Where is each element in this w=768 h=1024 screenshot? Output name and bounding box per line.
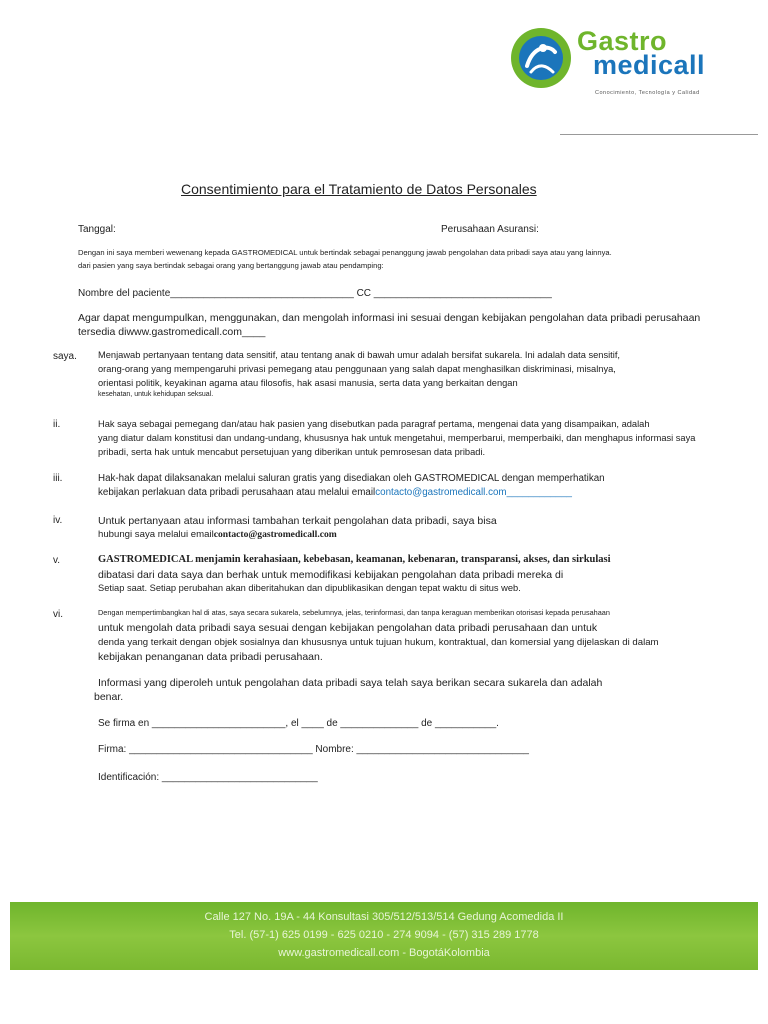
intro-line-2: dari pasien yang saya bertindak sebagai orang yang bertanggung jawab atau pendamping: bbox=[78, 261, 384, 270]
declaration-line-1: Informasi yang diperoleh untuk pengolahan data pribadi saya telah saya berikan secara sukarela dan adalah bbox=[98, 677, 603, 689]
patient-name-field[interactable]: Nombre del paciente_________________________________ CC ________________________________ bbox=[78, 288, 552, 299]
intro-line-1: Dengan ini saya memberi wewenang kepada GASTROMEDICAL untuk bertindak sebagai penanggung jawab pengolahan data pribadi saya atau yang lainnya. bbox=[78, 248, 612, 257]
item-5-line-1: GASTROMEDICAL menjamin kerahasiaan, kebebasan, keamanan, kebenaran, transparansi, akses, dan sirkulasi bbox=[98, 554, 611, 565]
item-3-line-1: Hak-hak dapat dilaksanakan melalui saluran gratis yang disediakan oleh GASTROMEDICAL dengan memperhatikan bbox=[98, 473, 605, 484]
item-5-marker: v. bbox=[53, 555, 61, 566]
footer-website: www.gastromedicall.com - BogotáKolombia bbox=[278, 947, 490, 959]
item-1-line-1: Menjawab pertanyaan tentang data sensitif, atau tentang anak di bawah umur adalah bersifat sukarela. Ini adalah data sensitif, bbox=[98, 350, 621, 360]
item-6-line-1: untuk mengolah data pribadi saya sesuai dengan kebijakan pengolahan data pribadi perusahaan dan untuk bbox=[98, 622, 598, 634]
header-divider bbox=[560, 134, 758, 135]
policy-line-2: tersedia diwww.gastromedicall.com____ bbox=[78, 326, 266, 338]
footer-banner bbox=[10, 902, 758, 970]
item-1-line-2: orang-orang yang mempengaruhi privasi pemegang atau penggunaan yang salah dapat menghasilkan diskriminasi, misalnya, bbox=[98, 364, 616, 374]
contact-email-link[interactable]: contacto@gastromedicall.com bbox=[375, 487, 507, 498]
contact-email-bold[interactable]: contacto@gastromedicall.com bbox=[213, 529, 337, 540]
item-3-marker: iii. bbox=[53, 473, 63, 484]
logo-word-gastro: Gastro bbox=[577, 26, 668, 56]
item-4-marker: iv. bbox=[53, 515, 63, 526]
item-3-underline: ____________ bbox=[506, 487, 572, 498]
logo-word-medicall: medicall bbox=[593, 50, 706, 80]
declaration-line-2: benar. bbox=[94, 691, 124, 703]
insurer-label: Perusahaan Asuransi: bbox=[441, 224, 539, 235]
item-4-line-2 bbox=[98, 528, 337, 541]
document-title: Consentimiento para el Tratamiento de Datos Personales bbox=[181, 181, 537, 197]
item-2-marker: ii. bbox=[53, 419, 61, 430]
item-3-line-2 bbox=[98, 486, 572, 499]
item-5-line-2: dibatasi dari data saya dan berhak untuk memodifikasi kebijakan pengolahan data pribadi mereka di bbox=[98, 569, 564, 581]
policy-line-1: Agar dapat mengumpulkan, menggunakan, dan mengolah informasi ini sesuai dengan kebijakan pengolahan data pribadi perusahaan bbox=[78, 312, 701, 324]
logo-emblem-icon bbox=[509, 26, 573, 90]
item-5-line-3: Setiap saat. Setiap perubahan akan diberitahukan dan dipublikasikan dengan tepat waktu di situs web. bbox=[98, 583, 521, 593]
item-1-marker: saya. bbox=[53, 351, 77, 362]
item-6-marker: vi. bbox=[53, 609, 63, 620]
item-2-line-1: Hak saya sebagai pemegang dan/atau hak pasien yang disebutkan pada paragraf pertama, mengenai data yang disampaikan, adalah bbox=[98, 419, 650, 429]
item-1-small: kesehatan, untuk kehidupan seksual. bbox=[98, 391, 214, 398]
item-6-small: Dengan mempertimbangkan hal di atas, saya secara sukarela, sebelumnya, jelas, terinformasi, dan tanpa keraguan memberikan otorisasi kepada perusahaan bbox=[98, 608, 610, 617]
tagline: Conocimiento, Tecnología y Calidad bbox=[595, 90, 700, 96]
item-4-line-1: Untuk pertanyaan atau informasi tambahan terkait pengolahan data pribadi, saya bisa bbox=[98, 515, 497, 527]
signed-place-date-field[interactable]: Se firma en ________________________, el ____ de ______________ de ___________. bbox=[98, 718, 499, 729]
item-4-line-2-text: hubungi saya melalui email bbox=[98, 529, 214, 540]
item-2-line-2: yang diatur dalam konstitusi dan undang-undang, khususnya hak untuk mengetahui, memperbarui, memperbaiki, dan menghapus informasi saya bbox=[98, 433, 696, 443]
item-6-line-3: kebijakan penanganan data pribadi perusahaan. bbox=[98, 651, 323, 663]
footer-phones: Tel. (57-1) 625 0199 - 625 0210 - 274 9094 - (57) 315 289 1778 bbox=[229, 929, 539, 941]
footer-address: Calle 127 No. 19A - 44 Konsultasi 305/512/513/514 Gedung Acomedida II bbox=[204, 911, 564, 923]
date-label: Tanggal: bbox=[78, 224, 116, 235]
identification-field[interactable]: Identificación: ____________________________ bbox=[98, 772, 318, 783]
signature-name-field[interactable]: Firma: _________________________________ Nombre: _______________________________ bbox=[98, 744, 529, 755]
item-6-line-2: denda yang terkait dengan objek sosialnya dan khususnya untuk tujuan hukum, kontraktual, dan komersial yang dijelaskan di dalam bbox=[98, 637, 659, 648]
item-3-line-2-text: kebijakan perlakuan data pribadi perusahaan atau melalui email bbox=[98, 487, 376, 498]
item-2-line-3: pribadi, serta hak untuk mencabut persetujuan yang diberikan untuk pemrosesan data pribadi. bbox=[98, 447, 486, 457]
item-1-line-3: orientasi politik, keyakinan agama atau filosofis, hak asasi manusia, serta data yang berkaitan dengan bbox=[98, 378, 518, 388]
